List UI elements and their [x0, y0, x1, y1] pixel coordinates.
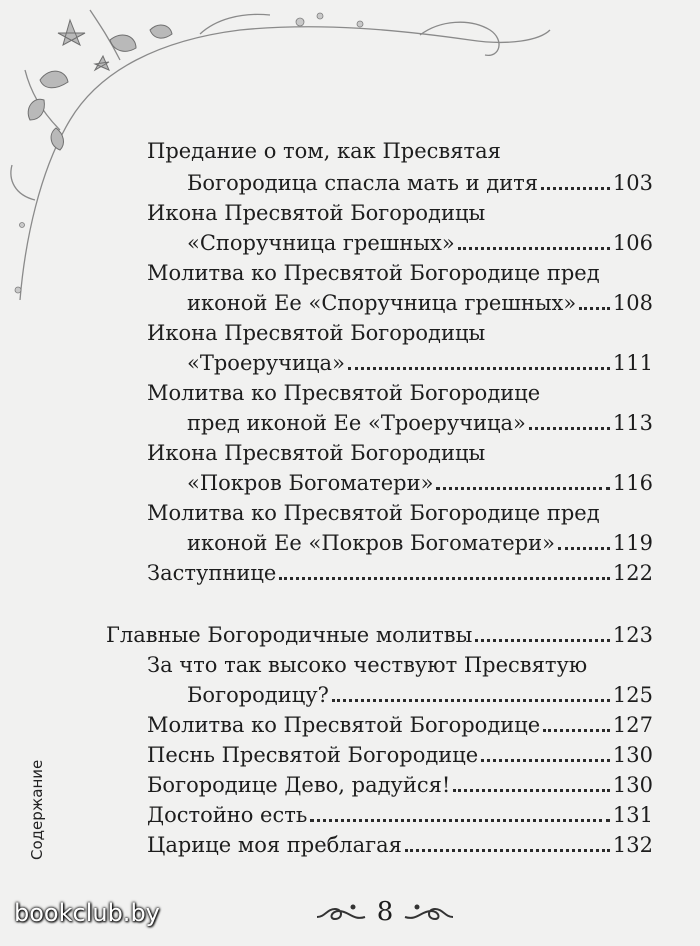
toc-entry-page: 111	[612, 351, 653, 375]
toc-entry	[147, 258, 600, 288]
toc-entry	[147, 438, 485, 468]
toc-entry-page: 130	[612, 743, 653, 767]
toc-entry-title: «Троеручица»	[187, 351, 345, 375]
toc-entry	[147, 650, 587, 680]
toc-entry	[147, 770, 653, 800]
toc-entry	[147, 800, 653, 830]
toc-entry-page: 113	[612, 411, 653, 435]
toc-entry	[147, 740, 653, 770]
toc-entry-title: Царице моя преблагая	[147, 833, 402, 857]
leader-dots	[475, 639, 610, 642]
toc-entry-title: Молитва ко Пресвятой Богородице	[147, 713, 541, 737]
toc-entry-title: иконой Ее «Споручница грешных»	[187, 291, 577, 315]
toc-entry	[147, 198, 485, 228]
toc-entry-page: 122	[612, 561, 653, 585]
toc-entry-title: За что так высоко чествуют Пресвятую	[147, 653, 588, 677]
leader-dots	[541, 187, 610, 190]
toc-entry-title: Предание о том, как Пресвятая	[147, 139, 501, 163]
toc-entry-title: Заступнице	[147, 561, 277, 585]
toc-entry-title: Молитва ко Пресвятой Богородице пред	[147, 261, 600, 285]
toc-entry-title: Икона Пресвятой Богородицы	[147, 441, 486, 465]
leader-dots	[543, 729, 610, 732]
running-side-label: Содержание	[28, 759, 46, 860]
leader-dots	[579, 307, 610, 310]
watermark: bookclub.by	[14, 899, 160, 927]
toc-entry-page: 123	[612, 623, 653, 647]
leader-dots	[279, 577, 610, 580]
leader-dots	[481, 759, 610, 762]
toc-entry-page: 127	[612, 713, 653, 737]
toc-entry-title: иконой Ее «Покров Богоматери»	[187, 531, 555, 555]
toc-entry	[187, 288, 653, 318]
toc-entry-title: Песнь Пресвятой Богородице	[147, 743, 479, 767]
leader-dots	[310, 819, 610, 822]
toc-entry-title: Богородице Дево, радуйся!	[147, 773, 451, 797]
toc-entry-page: 116	[612, 471, 653, 495]
toc-entry	[187, 228, 653, 258]
toc-entry	[147, 710, 653, 740]
toc-entry-title: Достойно есть	[147, 803, 308, 827]
leader-dots	[558, 547, 610, 550]
toc-section-heading	[106, 620, 653, 650]
toc-entry	[187, 408, 653, 438]
toc-entry	[187, 680, 653, 710]
toc-entry-page: 103	[612, 171, 653, 195]
toc-entry-page: 131	[612, 803, 653, 827]
toc-entry	[147, 136, 501, 166]
toc-entry	[147, 378, 540, 408]
left-swirl-ornament-icon	[315, 899, 367, 925]
toc-entry-title: Икона Пресвятой Богородицы	[147, 201, 486, 225]
toc-entry-title: Богородица спасла мать и дитя	[187, 171, 539, 195]
leader-dots	[436, 487, 609, 490]
toc-entry	[147, 318, 485, 348]
toc-entry-page: 125	[612, 683, 653, 707]
toc-entry-page: 130	[612, 773, 653, 797]
toc-entry	[147, 558, 653, 588]
page-footer	[300, 892, 470, 932]
toc-entry-title: Молитва ко Пресвятой Богородице	[147, 381, 541, 405]
toc-entry	[147, 498, 600, 528]
leader-dots	[405, 849, 610, 852]
page-number: 8	[376, 897, 394, 927]
toc-entry-title: Главные Богородичные молитвы	[106, 623, 473, 647]
leader-dots	[348, 367, 610, 370]
toc-entry	[187, 468, 653, 498]
toc-entry-title: Икона Пресвятой Богородицы	[147, 321, 486, 345]
toc-entry-page: 106	[612, 231, 653, 255]
leader-dots	[529, 427, 610, 430]
toc-entry-title: Богородицу?	[187, 683, 329, 707]
leader-dots	[332, 699, 610, 702]
toc-entry	[147, 830, 653, 860]
toc-entry	[187, 168, 653, 198]
toc-entry-page: 108	[612, 291, 653, 315]
toc-entry-page: 119	[612, 531, 653, 555]
toc-entry-page: 132	[612, 833, 653, 857]
toc-entry-title: Молитва ко Пресвятой Богородице пред	[147, 501, 600, 525]
toc-entry-title: «Споручница грешных»	[187, 231, 455, 255]
toc-entry	[187, 528, 653, 558]
right-swirl-ornament-icon	[403, 899, 455, 925]
toc-entry-title: «Покров Богоматери»	[187, 471, 434, 495]
toc-entry-title: пред иконой Ее «Троеручица»	[187, 411, 526, 435]
leader-dots	[458, 247, 610, 250]
toc-entry	[187, 348, 653, 378]
leader-dots	[453, 789, 610, 792]
